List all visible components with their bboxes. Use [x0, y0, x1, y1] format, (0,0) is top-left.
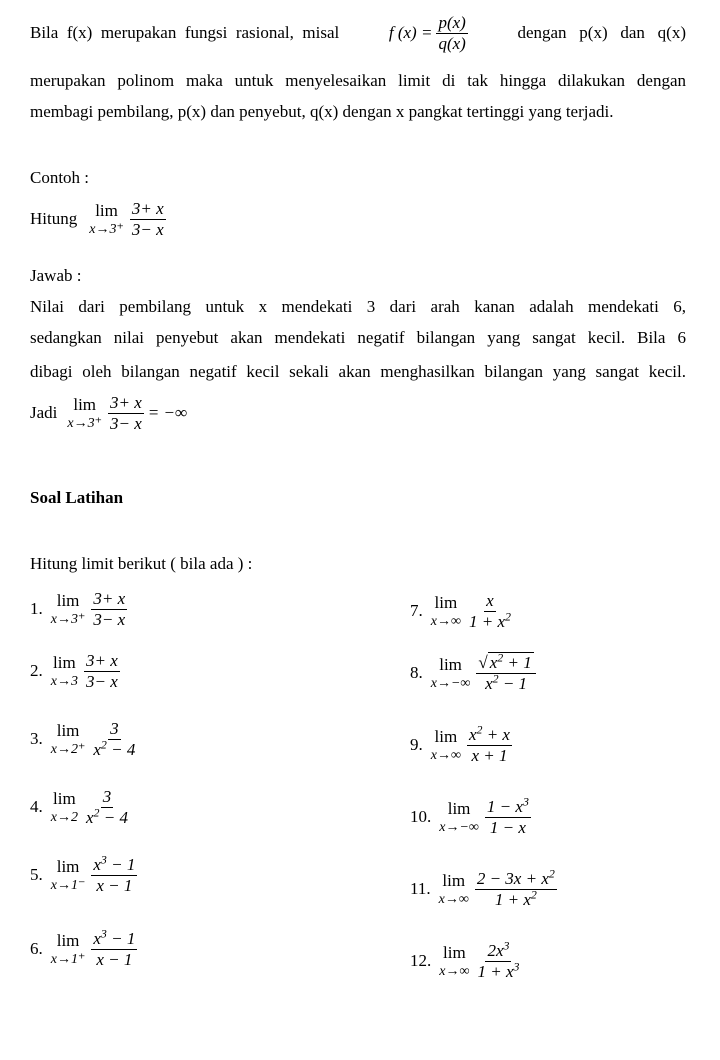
problem-number: 9. — [410, 735, 423, 755]
problem-number: 11. — [410, 879, 431, 899]
problem-6: 6. lim x→1⁺ $\frac{x^3 - 1}{x - 1}$ — [30, 926, 136, 969]
problem-denominator: 3− x — [85, 671, 118, 691]
problem-numerator: $2 - 3x + x^2$ — [476, 866, 555, 888]
lim-subscript: x→3⁺ — [89, 221, 124, 237]
problem-numerator: $x^3 - 1$ — [93, 926, 136, 948]
problem-number: 6. — [30, 939, 43, 959]
problem-number: 3. — [30, 729, 43, 749]
problem-limit-subscript: x→−∞ — [439, 819, 479, 835]
conclusion-denominator: 3− x — [110, 413, 142, 433]
fx-lhs: f (x) = — [388, 23, 433, 43]
problem-3: 3. lim x→2⁺ $\frac{3}{x^2 - 4}$ — [30, 719, 136, 759]
problem-numerator: $2x^3$ — [487, 938, 510, 960]
problem-denominator: $x^2 - 1$ — [485, 671, 528, 693]
intro-line-2: merupakan polinom maka untuk menyelesaikan limit di tak hingga dilakukan dengan — [30, 71, 686, 90]
problem-denominator: 3− x — [93, 609, 126, 629]
problem-denominator: $1 + x^2$ — [494, 887, 537, 909]
problem-12: 12. lim x→∞ $\frac{2x^3}{1 + x^3}$ — [410, 938, 520, 981]
problem-number: 7. — [410, 601, 423, 621]
example-conclusion — [30, 394, 187, 433]
intro-line1-prefix: Bila f(x) merupakan fungsi rasional, misal — [30, 23, 340, 43]
problem-numerator: x — [486, 591, 494, 610]
exercise-instruction: Hitung limit berikut ( bila ada ) : — [30, 554, 253, 573]
problem-number: 10. — [410, 807, 432, 827]
problem-denominator: 1 − x — [489, 817, 526, 837]
problem-4: 4. lim x→2 $\frac{3}{x^2 - 4}$ — [30, 787, 128, 827]
problem-denominator: $1 + x^2$ — [468, 609, 511, 631]
intro-line-3: membagi pembilang, p(x) dan penyebut, q(x) dengan x pangkat tertinggi yang terjadi. — [30, 102, 614, 121]
problem-limit-subscript: x→3 — [50, 673, 78, 689]
lim-word: lim — [73, 394, 97, 414]
problem-numerator: 3+ x — [93, 589, 126, 608]
example-denominator: 3− x — [131, 219, 164, 239]
intro-line-1 — [30, 14, 686, 53]
intro-line1-suffix: dengan p(x) dan q(x) — [517, 23, 686, 43]
problem-number: 8. — [410, 663, 423, 683]
problem-number: 2. — [30, 661, 43, 681]
problem-number: 12. — [410, 951, 432, 971]
answer-line-1: Nilai dari pembilang untuk x mendekati 3 dari arah kanan adalah mendekati 6, — [30, 297, 686, 316]
problem-number: 1. — [30, 599, 43, 619]
problem-limit-subscript: x→∞ — [430, 747, 461, 763]
problem-2: 2. lim x→3 $\frac{3+ x}{3- x}$ — [30, 651, 118, 691]
lim-word: lim — [95, 200, 118, 220]
answer-line-2: sedangkan nilai penyebut akan mendekati negatif bilangan yang sangat kecil. Bila 6 — [30, 328, 686, 347]
problem-limit-subscript: x→−∞ — [430, 675, 471, 691]
lim-subscript: x→3⁺ — [67, 415, 102, 431]
answer-line-3: dibagi oleh bilangan negatif kecil sekali akan menghasilkan bilangan yang sangat kecil. — [30, 362, 686, 381]
problem-numerator: 3+ x — [85, 651, 118, 670]
problem-denominator: $x^2 - 4$ — [93, 737, 136, 759]
problem-10: 10. lim x→−∞ $\frac{1 - x^3}{1 - x}$ — [410, 794, 529, 837]
problem-5: 5. lim x→1⁻ $\frac{x^3 - 1}{x - 1}$ — [30, 852, 136, 895]
problem-numerator: $x^2 + x$ — [468, 722, 510, 744]
problem-9: 9. lim x→∞ $\frac{x^2 + x}{x + 1}$ — [410, 722, 510, 765]
problem-denominator: x − 1 — [96, 949, 133, 969]
problem-1: 1. lim x→3⁺ $\frac{3+ x}{3- x}$ — [30, 589, 126, 629]
problem-numerator: 3 — [102, 787, 112, 806]
problem-numerator: 3 — [110, 719, 119, 738]
problem-limit-subscript: x→3⁺ — [50, 611, 86, 627]
problem-numerator: $x^3 - 1$ — [93, 852, 136, 874]
problem-7: 7. lim x→∞ $\frac{x}{1 + x^2}$ — [410, 591, 511, 631]
example-numerator: 3+ x — [131, 199, 164, 218]
problem-8: 8. lim x→−∞ $\frac{√ x^2 + 1}{x^2 - 1}$ — [410, 654, 536, 693]
rational-function-formula — [389, 14, 468, 53]
problem-denominator: $1 + x^3$ — [477, 959, 520, 981]
answer-heading: Jawab : — [30, 266, 82, 285]
problem-limit-subscript: x→∞ — [438, 891, 469, 907]
exercise-heading: Soal Latihan — [30, 488, 124, 507]
problem-denominator: $x^2 - 4$ — [85, 805, 128, 827]
conclusion-result: = −∞ — [147, 403, 188, 423]
conclusion-prefix: Jadi — [30, 403, 58, 423]
problem-denominator: x + 1 — [471, 745, 508, 765]
problem-11: 11. lim x→∞ $\frac{2 - 3x + x^2}{1 + x^2}$ — [410, 866, 555, 909]
example-prompt: Hitung — [30, 209, 78, 229]
problem-limit-subscript: x→2⁺ — [50, 741, 86, 757]
problem-number: 5. — [30, 865, 43, 885]
problem-numerator: $1 - x^3$ — [486, 794, 529, 816]
problem-limit-subscript: x→∞ — [430, 613, 461, 629]
problem-numerator: √ $x^2 + 1$ — [476, 654, 535, 674]
problem-limit-subscript: x→∞ — [439, 963, 470, 979]
problem-limit-subscript: x→1⁺ — [50, 951, 86, 967]
problem-limit-subscript: x→2 — [50, 809, 78, 825]
fx-denominator: q(x) — [438, 33, 466, 53]
example-heading: Contoh : — [30, 168, 90, 187]
example-problem — [30, 200, 166, 239]
problem-number: 4. — [30, 797, 43, 817]
conclusion-numerator: 3+ x — [110, 393, 142, 412]
problem-limit-subscript: x→1⁻ — [50, 877, 86, 893]
fx-numerator: p(x) — [438, 13, 466, 32]
problem-denominator: x − 1 — [96, 875, 133, 895]
